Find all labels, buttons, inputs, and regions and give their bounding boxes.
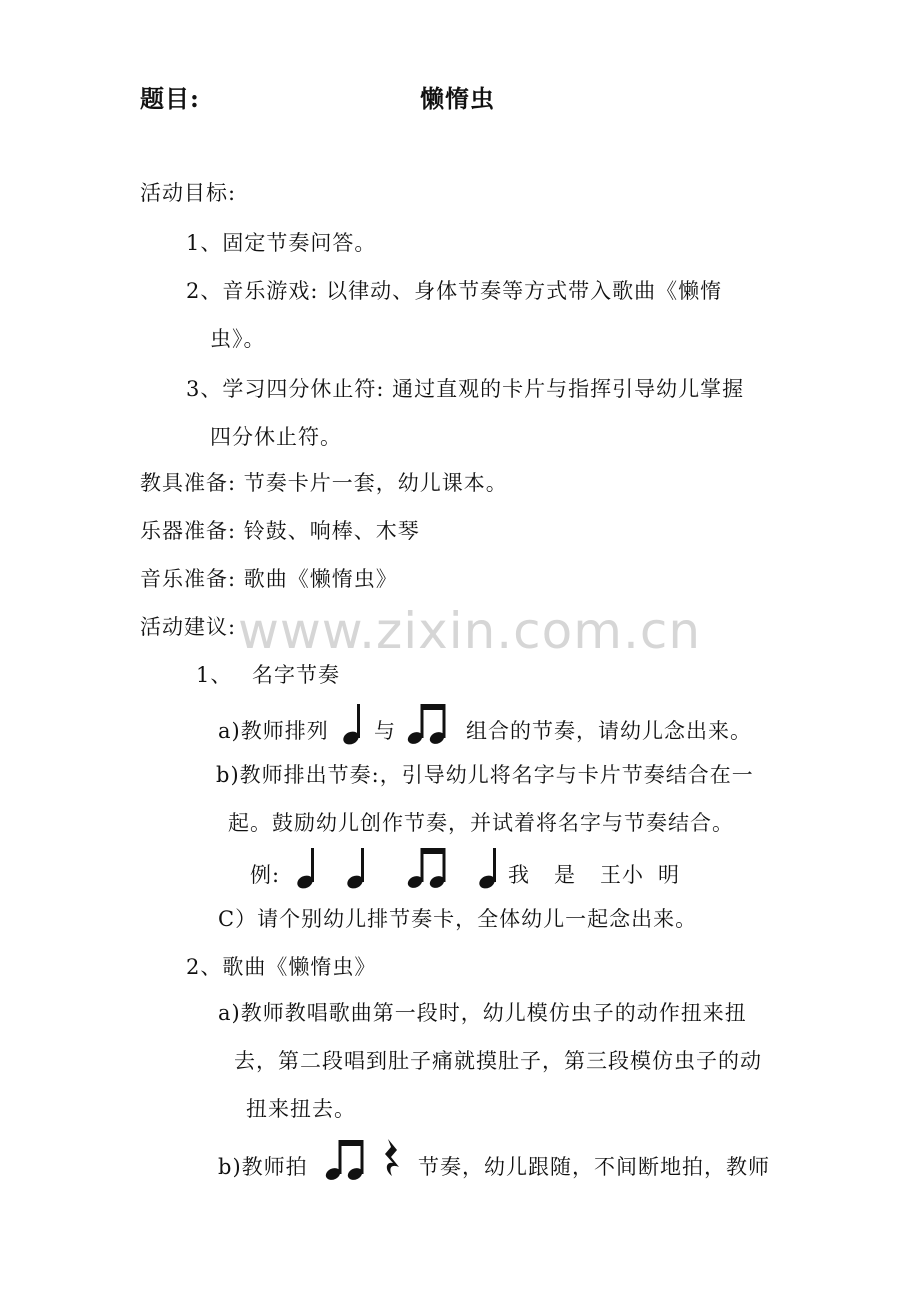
example-word-2: 是 <box>554 863 576 887</box>
suggestion-1a-prefix: a)教师排列 <box>218 719 329 743</box>
objective-2-line1: 2、音乐游戏: 以律动、身体节奏等方式带入歌曲《懒惰 <box>186 279 723 303</box>
watermark: www.zixin.com.cn <box>238 602 702 660</box>
example-word-4: 明 <box>658 863 680 887</box>
beamed-eighth-notes-icon <box>406 844 448 890</box>
title-label: 题目: <box>140 84 200 113</box>
example-word-1: 我 <box>508 863 530 887</box>
teaching-aids-prep: 教具准备: 节奏卡片一套，幼儿课本。 <box>140 471 508 495</box>
suggestion-1a-mid: 与 <box>374 719 396 743</box>
suggestion-2b-suffix: 节奏，幼儿跟随，不间断地拍，教师 <box>418 1155 770 1179</box>
objective-1: 1、固定节奏问答。 <box>186 231 377 255</box>
suggestion-1b-line1: b)教师排出节奏:，引导幼儿将名字与卡片节奏结合在一 <box>216 763 754 787</box>
suggestion-2b-prefix: b)教师拍 <box>218 1155 308 1179</box>
example-word-3: 王小 <box>600 863 644 887</box>
suggestion-2a-line1: a)教师教唱歌曲第一段时，幼儿模仿虫子的动作扭来扭 <box>218 1001 747 1025</box>
suggestion-2a-line3: 扭来扭去。 <box>246 1097 356 1121</box>
suggestions-heading: 活动建议: <box>140 615 237 639</box>
suggestion-1b-line2: 起。鼓励幼儿创作节奏，并试着将名字与节奏结合。 <box>228 811 734 835</box>
suggestion-2-heading: 2、歌曲《懒惰虫》 <box>186 955 377 979</box>
quarter-note-icon <box>344 844 370 890</box>
music-prep: 音乐准备: 歌曲《懒惰虫》 <box>140 567 398 591</box>
beamed-eighth-notes-icon <box>324 1136 366 1182</box>
quarter-note-icon <box>476 844 502 890</box>
suggestion-1-number: 1、 <box>196 663 233 687</box>
objective-3-line2: 四分休止符。 <box>210 425 342 449</box>
quarter-note-icon <box>340 700 366 746</box>
beamed-eighth-notes-icon <box>406 700 448 746</box>
suggestion-1c: C）请个别幼儿排节奏卡，全体幼儿一起念出来。 <box>218 907 698 931</box>
suggestion-2a-line2: 去，第二段唱到肚子痛就摸肚子，第三段模仿虫子的动 <box>234 1049 762 1073</box>
suggestion-1a-suffix: 组合的节奏，请幼儿念出来。 <box>466 719 752 743</box>
objective-3-line1: 3、学习四分休止符: 通过直观的卡片与指挥引导幼儿掌握 <box>186 377 745 401</box>
quarter-note-icon <box>294 844 320 890</box>
instruments-prep: 乐器准备: 铃鼓、响棒、木琴 <box>140 519 420 543</box>
objective-2-line2: 虫》。 <box>210 327 266 351</box>
quarter-rest-icon <box>380 1136 406 1182</box>
page-title: 懒惰虫 <box>420 84 495 113</box>
example-label: 例: <box>250 863 281 887</box>
suggestion-1-heading: 名字节奏 <box>252 663 340 687</box>
objectives-heading: 活动目标: <box>140 181 237 205</box>
